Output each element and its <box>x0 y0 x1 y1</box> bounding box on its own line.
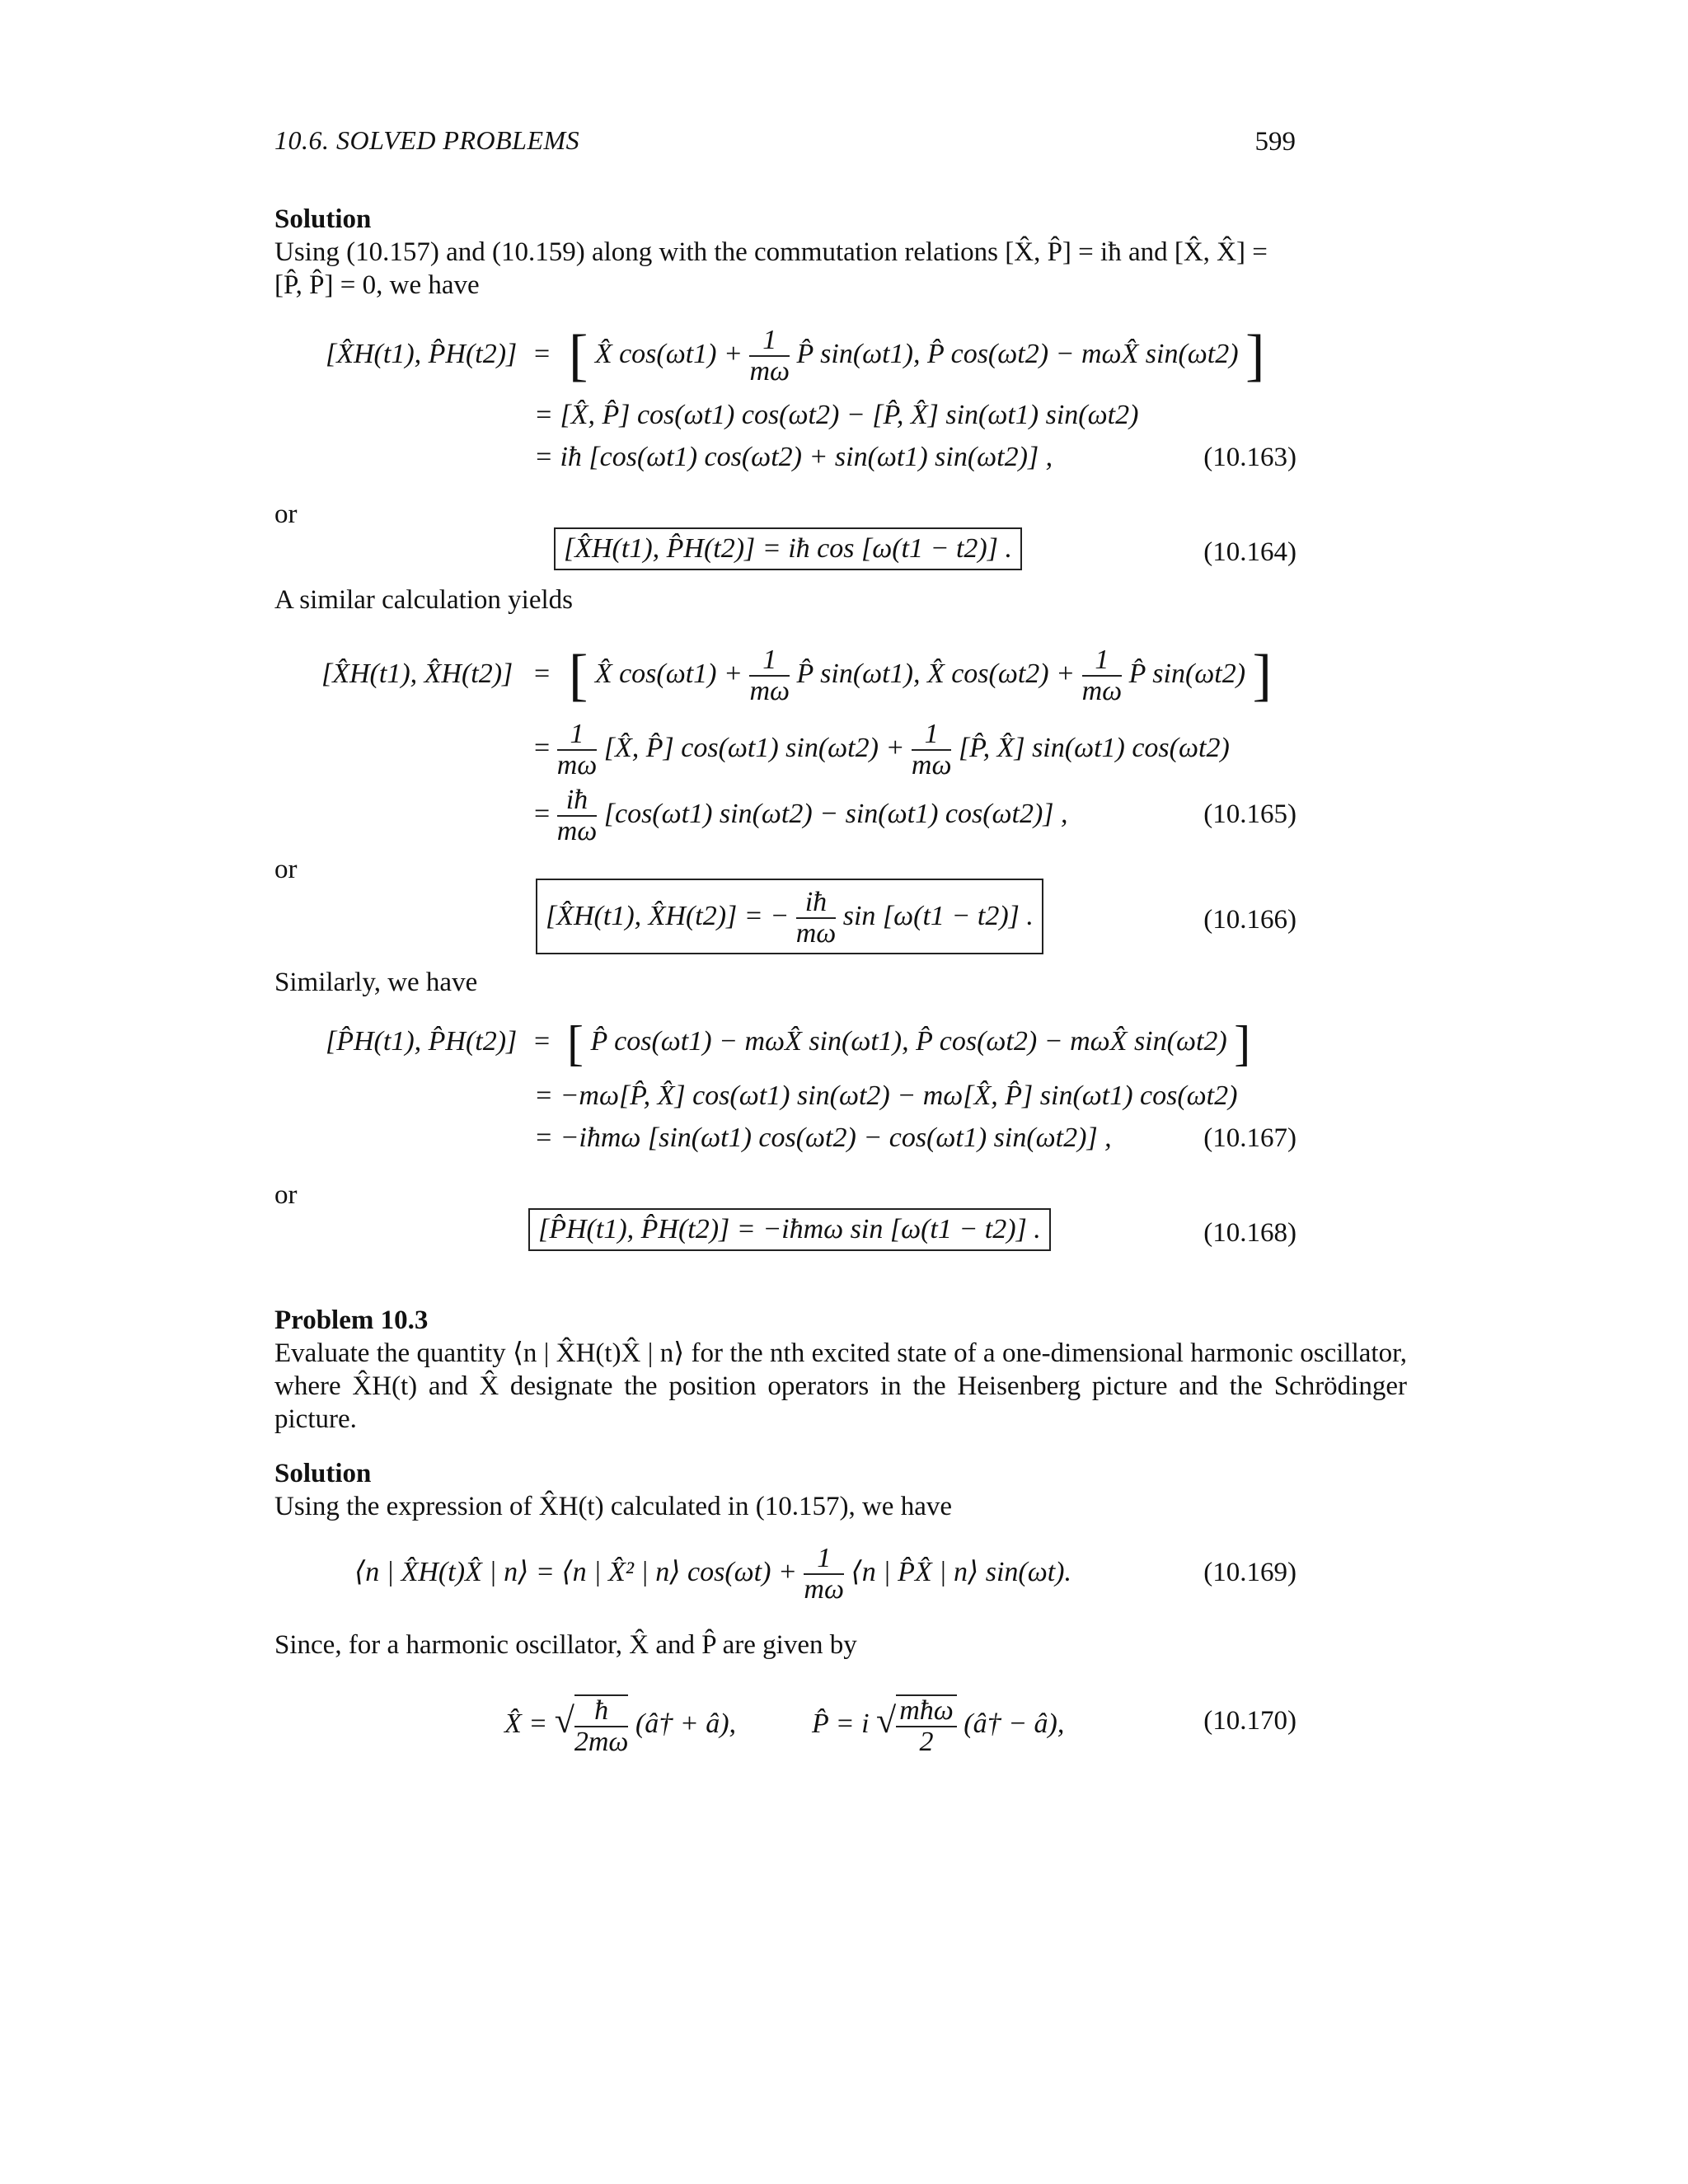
eq163-equals: = <box>534 339 551 369</box>
solution2-heading: Solution <box>274 1459 372 1488</box>
eq163-row2: = [X̂, P̂] cos(ωt1) cos(ωt2) − [P̂, X̂] sin(ωt1) sin(ωt2) <box>534 400 1139 430</box>
eq165-row1: [ X̂ cos(ωt1) + $\frac{1}{m\omega}$ P̂ sin(ωt1), X̂ cos(ωt2) + $\frac{1}{m\omega}$ P̂ sin(ωt2) ] <box>569 644 1272 708</box>
eq165-row2: = $\frac{1}{m\omega}$ [X̂, P̂] cos(ωt1) sin(ωt2) + $\frac{1}{m\omega}$ [P̂, X̂] sin(ωt1) cos(ωt2) <box>534 719 1230 781</box>
eq163-row1: [ X̂ cos(ωt1) + $\frac{1}{m\omega}$ P̂ sin(ωt1), P̂ cos(ωt2) − mωX̂ sin(ωt2) ] <box>569 324 1265 388</box>
problem-heading: Problem 10.3 <box>274 1305 429 1335</box>
eq166-number: (10.166) <box>1203 905 1296 935</box>
running-header: 10.6. SOLVED PROBLEMS <box>274 125 580 155</box>
or-text-2: or <box>274 855 298 884</box>
page-number: 599 <box>1254 127 1296 157</box>
eq167-row3: = −iħmω [sin(ωt1) cos(ωt2) − cos(ωt1) sin(ωt2)] , <box>534 1122 1112 1153</box>
solution-intro-line-1: Using (10.157) and (10.159) along with the commutation relations [X̂, P̂] = iħ and [X̂, X̂] = <box>274 237 1268 267</box>
solution-intro-line-2: [P̂, P̂] = 0, we have <box>274 270 480 300</box>
eq165-lhs: [X̂H(t1), X̂H(t2)] <box>321 658 513 689</box>
or-text-1: or <box>274 499 298 529</box>
eq163-lhs: [X̂H(t1), P̂H(t2)] <box>326 339 518 369</box>
eq170-number: (10.170) <box>1203 1706 1296 1736</box>
or-text-3: or <box>274 1180 298 1210</box>
similar-calc-text: A similar calculation yields <box>274 585 574 615</box>
eq169-number: (10.169) <box>1203 1558 1296 1587</box>
eq167-lhs: [P̂H(t1), P̂H(t2)] <box>326 1026 518 1057</box>
eq168-boxed: [P̂H(t1), P̂H(t2)] = −iħmω sin [ω(t1 − t2)] . <box>528 1208 1051 1251</box>
since-text: Since, for a harmonic oscillator, X̂ and P̂ are given by <box>274 1630 857 1660</box>
eq170-p: P̂ = i √ $\frac{\text{mħω}}{2}$ (â† − â), <box>812 1695 1065 1758</box>
eq166-boxed: [X̂H(t1), X̂H(t2)] = − $\frac{iħ}{m\omega}$ sin [ω(t1 − t2)] . <box>536 879 1043 954</box>
eq169: ⟨n | X̂H(t)X̂ | n⟩ = ⟨n | X̂² | n⟩ cos(ωt) + $\frac{1}{m\omega}$ ⟨n | P̂X̂ | n⟩ sin(ωt). <box>354 1543 1072 1605</box>
eq167-equals: = <box>534 1026 551 1057</box>
eq167-row2: = −mω[P̂, X̂] cos(ωt1) sin(ωt2) − mω[X̂, P̂] sin(ωt1) cos(ωt2) <box>534 1080 1238 1111</box>
problem-text: Evaluate the quantity ⟨n | X̂H(t)X̂ | n⟩ for the nth excited state of a one-dimensional harmonic oscillator, where X̂H(t) and X̂ designate the position operators in the Heisenberg picture and the Schrödinger picture. <box>274 1338 1407 1434</box>
similarly-text: Similarly, we have <box>274 968 478 997</box>
eq167-row1: [ P̂ cos(ωt1) − mωX̂ sin(ωt1), P̂ cos(ωt2) − mωX̂ sin(ωt2) ] <box>567 1016 1251 1071</box>
eq164-boxed: [X̂H(t1), P̂H(t2)] = iħ cos [ω(t1 − t2)] . <box>554 527 1022 570</box>
eq163-row3: = iħ [cos(ωt1) cos(ωt2) + sin(ωt1) sin(ωt2)] , <box>534 442 1053 472</box>
eq165-row3: = $\frac{iħ}{m\omega}$ [cos(ωt1) sin(ωt2) − sin(ωt1) cos(ωt2)] , <box>534 785 1068 847</box>
eq164-number: (10.164) <box>1203 537 1296 567</box>
eq170-x: X̂ = √ $\frac{ħ}{2m\omega}$ (â† + â), <box>504 1695 737 1758</box>
solution-heading: Solution <box>274 204 372 234</box>
eq168-number: (10.168) <box>1203 1218 1296 1248</box>
eq163-number: (10.163) <box>1203 443 1296 472</box>
eq165-number: (10.165) <box>1203 799 1296 829</box>
eq167-number: (10.167) <box>1203 1123 1296 1153</box>
eq165-equals-1: = <box>534 658 551 689</box>
solution2-text: Using the expression of X̂H(t) calculated in (10.157), we have <box>274 1492 953 1521</box>
